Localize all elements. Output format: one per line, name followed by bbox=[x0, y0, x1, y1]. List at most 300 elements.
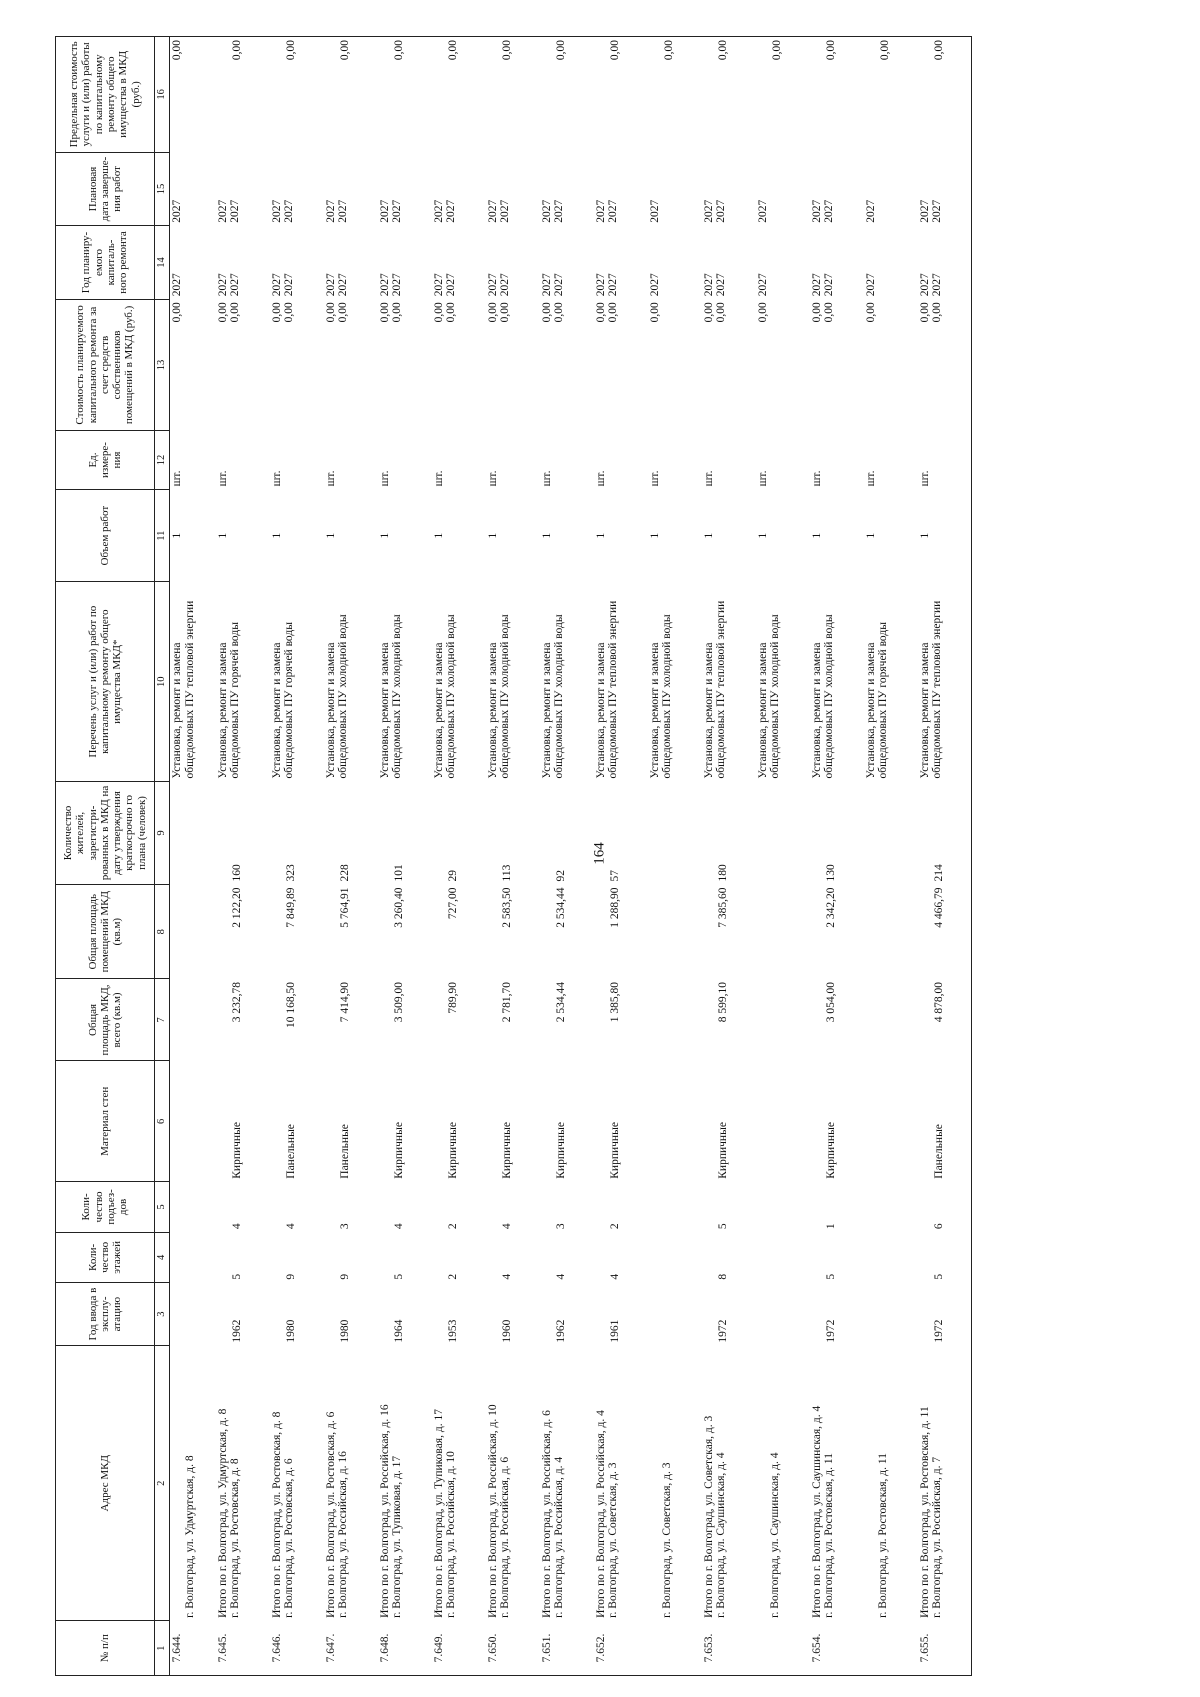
cell-area-total: 3 509,00 bbox=[392, 981, 405, 1023]
addr-lines-line: г. Волгоград, ул. Саушинская, д. 4 bbox=[769, 1452, 782, 1618]
cell-unit: шт. bbox=[171, 470, 183, 487]
cell-max: 0,00 bbox=[594, 37, 648, 153]
cell-area-total: 8 599,10 bbox=[716, 981, 729, 1023]
finish-line: 2027 bbox=[486, 199, 499, 223]
cell-area-total bbox=[756, 979, 810, 1061]
cell-plan-year bbox=[540, 226, 594, 300]
plan-year-line: 2027 bbox=[283, 273, 296, 297]
cell-plan-year bbox=[594, 226, 648, 300]
cell-floors: 9 bbox=[284, 1273, 297, 1280]
cell-area-rooms: 2 583,50 bbox=[500, 887, 513, 928]
cell-max: 0,00 bbox=[864, 37, 918, 153]
cell-volume: 1 bbox=[864, 532, 877, 539]
addr-lines-line bbox=[757, 1349, 770, 1618]
column-number-10: 10 bbox=[155, 582, 170, 782]
cell-material: Кирпичные bbox=[446, 1122, 459, 1179]
cell-entrances bbox=[756, 1182, 810, 1232]
cell-cost bbox=[324, 299, 378, 430]
cell-floors: 8 bbox=[716, 1273, 729, 1280]
cell-num: 7.648. bbox=[378, 1621, 432, 1676]
cell-year: 1962 bbox=[554, 1319, 567, 1343]
cell-work bbox=[540, 582, 594, 782]
table-row bbox=[432, 37, 486, 1676]
cell-unit: шт. bbox=[648, 470, 661, 487]
cost-line: 0,00 bbox=[324, 302, 337, 323]
work-line: Установка, ремонт и замена общедомовых ПУ холодной воды bbox=[648, 614, 674, 779]
header-cell-6: Материал стен bbox=[56, 1061, 155, 1182]
cell-plan-year bbox=[432, 226, 486, 300]
cell-addr-lines bbox=[810, 1346, 864, 1621]
cell-num: 7.651. bbox=[540, 1621, 594, 1676]
cell-finish bbox=[486, 152, 540, 226]
finish-line: 2027 bbox=[864, 199, 877, 223]
table-row bbox=[810, 37, 864, 1676]
cost-line: 0,00 bbox=[553, 302, 566, 323]
cell-residents bbox=[648, 781, 702, 884]
cell-cost bbox=[270, 299, 324, 430]
finish-line: 2027 bbox=[171, 199, 183, 223]
work-line: Установка, ремонт и замена общедомовых ПУ холодной воды bbox=[324, 614, 350, 779]
cell-area-rooms: 727,00 bbox=[446, 887, 459, 920]
cell-residents bbox=[756, 781, 810, 884]
cell-max: 0,00 bbox=[270, 37, 324, 153]
cell-volume: 1 bbox=[216, 532, 229, 539]
cell-material: Кирпичные bbox=[230, 1122, 243, 1179]
column-number-14: 14 bbox=[155, 226, 170, 300]
cost-line: 0,00 bbox=[283, 302, 296, 323]
cell-year: 1980 bbox=[338, 1319, 351, 1343]
plan-year-line: 2027 bbox=[540, 273, 553, 297]
cell-area-rooms: 5 764,91 bbox=[338, 887, 351, 928]
finish-line: 2027 bbox=[432, 199, 445, 223]
cell-volume: 1 bbox=[702, 532, 715, 539]
cell-area-rooms: 3 260,40 bbox=[392, 887, 405, 928]
finish-line: 2027 bbox=[931, 199, 944, 223]
cell-unit: шт. bbox=[270, 470, 283, 487]
cell-volume: 1 bbox=[171, 532, 183, 539]
cell-plan-year bbox=[756, 226, 810, 300]
cost-line: 0,00 bbox=[270, 302, 283, 323]
addr-lines-line: г. Волгоград, ул. Ростовская, д. 11 bbox=[877, 1453, 890, 1618]
cell-finish bbox=[648, 152, 702, 226]
cell-max: 0,00 bbox=[486, 37, 540, 153]
plan-year-line: 2027 bbox=[432, 273, 445, 297]
plan-year-line: 2027 bbox=[823, 273, 836, 297]
cell-floors: 9 bbox=[338, 1273, 351, 1280]
addr-lines-line: г. Волгоград, ул. Тупиковая, д. 17 bbox=[391, 1455, 404, 1618]
cell-year bbox=[756, 1283, 810, 1346]
finish-line: 2027 bbox=[553, 199, 566, 223]
plan-year-line: 2027 bbox=[864, 273, 877, 297]
cost-line: 0,00 bbox=[499, 302, 512, 323]
addr-lines-line: Итого по г. Волгоград, ул. Ростовская, д. 6 bbox=[324, 1411, 337, 1618]
cell-plan-year bbox=[918, 226, 972, 300]
cell-area-total: 789,90 bbox=[446, 981, 459, 1014]
table-header bbox=[56, 37, 170, 1676]
cost-line: 0,00 bbox=[216, 302, 229, 323]
header-cell-9: Количество жителей, зарегистри-рованных в МКД на дату утверждения краткосрочно го плана (человек) bbox=[56, 781, 155, 884]
work-line: Установка, ремонт и замена общедомовых ПУ холодной воды bbox=[810, 614, 836, 779]
work-line: Установка, ремонт и замена общедомовых ПУ холодной воды bbox=[378, 614, 404, 779]
cell-cost bbox=[216, 299, 270, 430]
addr-lines-line: Итого по г. Волгоград, ул. Российская, д. 4 bbox=[594, 1410, 607, 1618]
cell-unit: шт. bbox=[540, 470, 553, 487]
finish-line: 2027 bbox=[378, 199, 391, 223]
addr-lines-line: г. Волгоград, ул. Удмуртская, д. 8 bbox=[183, 1455, 196, 1618]
cell-residents: 92 bbox=[554, 869, 567, 882]
finish-line: 2027 bbox=[918, 199, 931, 223]
cell-residents: 160 bbox=[230, 864, 243, 882]
cost-line: 0,00 bbox=[648, 302, 661, 323]
cell-finish bbox=[864, 152, 918, 226]
addr-lines-line: г. Волгоград, ул. Ростовская, д. 6 bbox=[283, 1458, 296, 1618]
cell-num bbox=[648, 1621, 702, 1676]
cell-finish bbox=[324, 152, 378, 226]
cost-line: 0,00 bbox=[337, 302, 350, 323]
header-cell-4: Коли-чество этажей bbox=[56, 1232, 155, 1282]
header-cell-13: Стоимость планируемого капитального ремонта за счет средств собственников помещений в МКД (руб.) bbox=[56, 299, 155, 430]
header-cell-8: Общая площадь помещений МКД (кв.м) bbox=[56, 884, 155, 979]
plan-year-line: 2027 bbox=[553, 273, 566, 297]
cell-max: 0,00 bbox=[378, 37, 432, 153]
addr-lines-line: Итого по г. Волгоград, ул. Ростовская, д. 11 bbox=[918, 1406, 931, 1618]
cell-finish bbox=[432, 152, 486, 226]
finish-line: 2027 bbox=[216, 199, 229, 223]
cell-area-rooms: 1 288,90 bbox=[608, 887, 621, 928]
cell-entrances bbox=[170, 1182, 216, 1232]
cell-area-total: 4 878,00 bbox=[918, 979, 972, 1061]
work-line: Установка, ремонт и замена общедомовых ПУ горячей воды bbox=[216, 622, 242, 779]
cell-floors: 4 bbox=[554, 1273, 567, 1280]
work-line: Установка, ремонт и замена общедомовых ПУ холодной воды bbox=[486, 614, 512, 779]
cell-work bbox=[324, 582, 378, 782]
cell-material: Кирпичные bbox=[554, 1122, 567, 1179]
cell-material bbox=[864, 1061, 918, 1182]
finish-line: 2027 bbox=[607, 199, 620, 223]
addr-lines-line: г. Волгоград, ул. Российская, д. 7 bbox=[931, 1456, 944, 1618]
cell-finish bbox=[540, 152, 594, 226]
cell-year: 1972 bbox=[716, 1319, 729, 1343]
column-number-16: 16 bbox=[155, 37, 170, 153]
cell-volume: 1 bbox=[648, 532, 661, 539]
cell-addr-lines bbox=[324, 1346, 378, 1621]
plan-year-line: 2027 bbox=[229, 273, 242, 297]
column-number-9: 9 bbox=[155, 781, 170, 884]
cell-residents bbox=[864, 781, 918, 884]
column-number-1: 1 bbox=[155, 1621, 170, 1676]
addr-lines-line bbox=[865, 1349, 878, 1618]
cell-work bbox=[378, 582, 432, 782]
cell-area-rooms bbox=[756, 884, 810, 979]
cell-max: 0,00 bbox=[810, 37, 864, 153]
cell-num: 7.649. bbox=[432, 1621, 486, 1676]
cell-plan-year bbox=[810, 226, 864, 300]
plan-year-line: 2027 bbox=[216, 273, 229, 297]
table-row bbox=[756, 37, 810, 1676]
cell-area-total bbox=[864, 979, 918, 1061]
cell-addr-lines bbox=[378, 1346, 432, 1621]
cell-entrances: 2 bbox=[608, 1223, 621, 1230]
cell-plan-year bbox=[324, 226, 378, 300]
cell-area-total: 2 781,70 bbox=[500, 981, 513, 1023]
cell-area-rooms: 2 534,44 bbox=[554, 887, 567, 928]
cell-finish bbox=[810, 152, 864, 226]
cost-line: 0,00 bbox=[607, 302, 620, 323]
header-cell-14: Год планиру-емого капиталь-ного ремонта bbox=[56, 226, 155, 300]
addr-lines-line: г. Волгоград, ул. Ростовская, д. 11 bbox=[823, 1453, 836, 1618]
cell-volume: 1 bbox=[324, 532, 337, 539]
cell-unit: шт. bbox=[486, 470, 499, 487]
cell-finish bbox=[594, 152, 648, 226]
cell-work bbox=[270, 582, 324, 782]
cell-area-total: 1 385,80 bbox=[608, 981, 621, 1023]
cell-unit: шт. bbox=[216, 470, 229, 487]
column-number-4: 4 bbox=[155, 1232, 170, 1282]
finish-line: 2027 bbox=[445, 199, 458, 223]
cell-year: 1972 bbox=[918, 1283, 972, 1346]
cell-max: 0,00 bbox=[432, 37, 486, 153]
cell-num: 7.654. bbox=[810, 1621, 864, 1676]
page-number: 164 bbox=[591, 842, 608, 865]
header-cell-7: Общая площадь МКД, всего (кв.м) bbox=[56, 979, 155, 1061]
cell-year bbox=[170, 1283, 216, 1346]
work-line: Установка, ремонт и замена общедомовых ПУ тепловой энергии bbox=[918, 600, 944, 779]
table-row bbox=[216, 37, 270, 1676]
cell-unit: шт. bbox=[702, 470, 715, 487]
cell-material: Панельные bbox=[918, 1061, 972, 1182]
cost-line: 0,00 bbox=[229, 302, 242, 323]
plan-year-line: 2027 bbox=[648, 273, 661, 297]
finish-line: 2027 bbox=[540, 199, 553, 223]
cell-num: 7.647. bbox=[324, 1621, 378, 1676]
cell-area-rooms: 7 849,89 bbox=[284, 887, 297, 928]
rotated-page bbox=[55, 36, 1167, 1676]
table-row bbox=[540, 37, 594, 1676]
cell-material: Кирпичные bbox=[392, 1122, 405, 1179]
cell-unit: шт. bbox=[324, 470, 337, 487]
cell-unit: шт. bbox=[378, 470, 391, 487]
plan-year-line: 2027 bbox=[391, 273, 404, 297]
finish-line: 2027 bbox=[702, 199, 715, 223]
cell-residents: 180 bbox=[716, 864, 729, 882]
cell-addr-lines bbox=[648, 1346, 702, 1621]
cell-finish bbox=[918, 152, 972, 226]
column-number-11: 11 bbox=[155, 489, 170, 581]
table-row bbox=[324, 37, 378, 1676]
table-row bbox=[486, 37, 540, 1676]
cell-plan-year bbox=[648, 226, 702, 300]
cell-floors: 4 bbox=[500, 1273, 513, 1280]
cell-floors bbox=[864, 1232, 918, 1282]
table-row bbox=[648, 37, 702, 1676]
finish-line: 2027 bbox=[324, 199, 337, 223]
cell-plan-year bbox=[378, 226, 432, 300]
cell-addr-lines bbox=[432, 1346, 486, 1621]
plan-year-line: 2027 bbox=[171, 273, 183, 297]
cost-line: 0,00 bbox=[810, 302, 823, 323]
cell-cost bbox=[486, 299, 540, 430]
cell-material: Кирпичные bbox=[608, 1122, 621, 1179]
cell-area-rooms: 2 342,20 bbox=[824, 887, 837, 928]
header-cell-16: Предельная стоимость услуги и (или) работы по капитальному ремонту общего имущества в МКД (руб.) bbox=[56, 37, 155, 153]
addr-lines-line: Итого по г. Волгоград, ул. Тупиковая, д. 17 bbox=[432, 1409, 445, 1618]
cell-addr-lines bbox=[540, 1346, 594, 1621]
addr-lines-line: Итого по г. Волгоград, ул. Ростовская, д. 8 bbox=[270, 1411, 283, 1618]
cell-work bbox=[756, 582, 810, 782]
finish-line: 2027 bbox=[283, 199, 296, 223]
plan-year-line: 2027 bbox=[378, 273, 391, 297]
addr-lines-line: г. Волгоград, ул. Российская, д. 16 bbox=[337, 1451, 350, 1618]
column-number-6: 6 bbox=[155, 1061, 170, 1182]
finish-line: 2027 bbox=[499, 199, 512, 223]
cell-finish bbox=[270, 152, 324, 226]
cell-floors: 5 bbox=[392, 1273, 405, 1280]
cell-volume: 1 bbox=[594, 532, 607, 539]
cell-residents: 214 bbox=[918, 781, 972, 884]
cell-year: 1980 bbox=[284, 1319, 297, 1343]
addr-lines-line: Итого по г. Волгоград, ул. Удмуртская, д. 8 bbox=[216, 1408, 229, 1618]
cost-line: 0,00 bbox=[715, 302, 728, 323]
cell-unit: шт. bbox=[432, 470, 445, 487]
cost-line: 0,00 bbox=[378, 302, 391, 323]
cell-unit: шт. bbox=[918, 431, 972, 490]
cell-finish bbox=[378, 152, 432, 226]
cell-num: 7.655. bbox=[918, 1621, 972, 1676]
cell-num: 7.652. bbox=[594, 1621, 648, 1676]
cell-max: 0,00 bbox=[324, 37, 378, 153]
cell-addr-lines bbox=[486, 1346, 540, 1621]
column-number-13: 13 bbox=[155, 299, 170, 430]
plan-year-line: 2027 bbox=[324, 273, 337, 297]
finish-line: 2027 bbox=[229, 199, 242, 223]
addr-lines-line: Итого по г. Волгоград, ул. Российская, д. 6 bbox=[540, 1410, 553, 1618]
cell-material bbox=[170, 1061, 216, 1182]
cell-cost bbox=[756, 299, 810, 430]
cell-material bbox=[648, 1061, 702, 1182]
finish-line: 2027 bbox=[823, 199, 836, 223]
cell-work bbox=[864, 582, 918, 782]
cell-num: 7.653. bbox=[702, 1621, 756, 1676]
cell-cost bbox=[864, 299, 918, 430]
cost-line: 0,00 bbox=[486, 302, 499, 323]
header-cell-10: Перечень услуг и (или) работ по капитальному ремонту общего имущества МКД* bbox=[56, 582, 155, 782]
cell-area-rooms: 7 385,60 bbox=[716, 887, 729, 928]
cell-num: 7.645. bbox=[216, 1621, 270, 1676]
cell-cost bbox=[594, 299, 648, 430]
column-number-7: 7 bbox=[155, 979, 170, 1061]
cell-unit: шт. bbox=[864, 470, 877, 487]
work-line: Установка, ремонт и замена общедомовых ПУ холодной воды bbox=[756, 614, 782, 779]
finish-line: 2027 bbox=[391, 199, 404, 223]
cell-plan-year bbox=[270, 226, 324, 300]
cell-entrances: 5 bbox=[716, 1223, 729, 1230]
cost-line: 0,00 bbox=[540, 302, 553, 323]
cell-max: 0,00 bbox=[756, 37, 810, 153]
cell-year: 1953 bbox=[446, 1319, 459, 1343]
cell-material: Кирпичные bbox=[500, 1122, 513, 1179]
plan-year-line: 2027 bbox=[445, 273, 458, 297]
cell-volume: 1 bbox=[810, 532, 823, 539]
cost-line: 0,00 bbox=[864, 302, 877, 323]
addr-lines-line: г. Волгоград, ул. Саушинская, д. 4 bbox=[715, 1452, 728, 1618]
cell-entrances: 2 bbox=[446, 1223, 459, 1230]
cell-finish bbox=[756, 152, 810, 226]
cell-floors: 5 bbox=[918, 1232, 972, 1282]
cell-finish bbox=[170, 152, 216, 226]
cell-plan-year bbox=[216, 226, 270, 300]
finish-line: 2027 bbox=[810, 199, 823, 223]
cell-area-rooms bbox=[170, 884, 216, 979]
cost-line: 0,00 bbox=[391, 302, 404, 323]
cell-max: 0,00 bbox=[540, 37, 594, 153]
plan-year-line: 2027 bbox=[756, 273, 769, 297]
table-row bbox=[864, 37, 918, 1676]
cell-area-rooms: 4 466,79 bbox=[918, 884, 972, 979]
cell-area-total: 3 054,00 bbox=[824, 981, 837, 1023]
cell-entrances: 4 bbox=[392, 1223, 405, 1230]
cell-work bbox=[170, 582, 216, 782]
cell-entrances: 4 bbox=[284, 1223, 297, 1230]
cell-area-rooms: 2 122,20 bbox=[230, 887, 243, 928]
cell-volume: 1 bbox=[756, 532, 769, 539]
cell-volume: 1 bbox=[486, 532, 499, 539]
cell-residents: 228 bbox=[338, 864, 351, 882]
cell-work bbox=[216, 582, 270, 782]
cell-work bbox=[432, 582, 486, 782]
finish-line: 2027 bbox=[594, 199, 607, 223]
cell-addr-lines bbox=[864, 1346, 918, 1621]
cell-addr-lines bbox=[594, 1346, 648, 1621]
cell-unit: шт. bbox=[756, 470, 769, 487]
plan-year-line: 2027 bbox=[594, 273, 607, 297]
cell-entrances: 1 bbox=[824, 1223, 837, 1230]
cell-cost bbox=[810, 299, 864, 430]
cell-floors: 2 bbox=[446, 1273, 459, 1280]
cell-max: 0,00 bbox=[702, 37, 756, 153]
cell-plan-year bbox=[486, 226, 540, 300]
addr-lines-line bbox=[171, 1349, 184, 1618]
cell-year: 1960 bbox=[500, 1319, 513, 1343]
plan-year-line: 2027 bbox=[702, 273, 715, 297]
addr-lines-line: г. Волгоград, ул. Российская, д. 10 bbox=[445, 1451, 458, 1618]
addr-lines-line: Итого по г. Волгоград, ул. Советская, д. 3 bbox=[702, 1415, 715, 1618]
cell-residents: 323 bbox=[284, 864, 297, 882]
addr-lines-line: Итого по г. Волгоград, ул. Российская, д. 16 bbox=[378, 1404, 391, 1618]
cell-num: 7.644. bbox=[170, 1621, 216, 1676]
finish-line: 2027 bbox=[337, 199, 350, 223]
cell-finish bbox=[216, 152, 270, 226]
table-row bbox=[170, 37, 216, 1676]
cost-line: 0,00 bbox=[918, 302, 931, 323]
cell-cost bbox=[540, 299, 594, 430]
cell-entrances: 3 bbox=[554, 1223, 567, 1230]
table-row bbox=[594, 37, 648, 1676]
cell-num bbox=[864, 1621, 918, 1676]
cell-area-total: 7 414,90 bbox=[338, 981, 351, 1023]
cell-unit: шт. bbox=[810, 470, 823, 487]
cell-cost bbox=[432, 299, 486, 430]
cell-area-rooms bbox=[864, 884, 918, 979]
cell-area-total: 2 534,44 bbox=[554, 981, 567, 1023]
cell-volume: 1 bbox=[540, 532, 553, 539]
cell-material: Панельные bbox=[284, 1124, 297, 1179]
cell-residents: 113 bbox=[500, 864, 513, 882]
work-line: Установка, ремонт и замена общедомовых ПУ тепловой энергии bbox=[702, 600, 728, 779]
table-row bbox=[702, 37, 756, 1676]
cell-addr-lines bbox=[702, 1346, 756, 1621]
header-cell-12: Ед. измере-ния bbox=[56, 431, 155, 490]
cost-line: 0,00 bbox=[702, 302, 715, 323]
